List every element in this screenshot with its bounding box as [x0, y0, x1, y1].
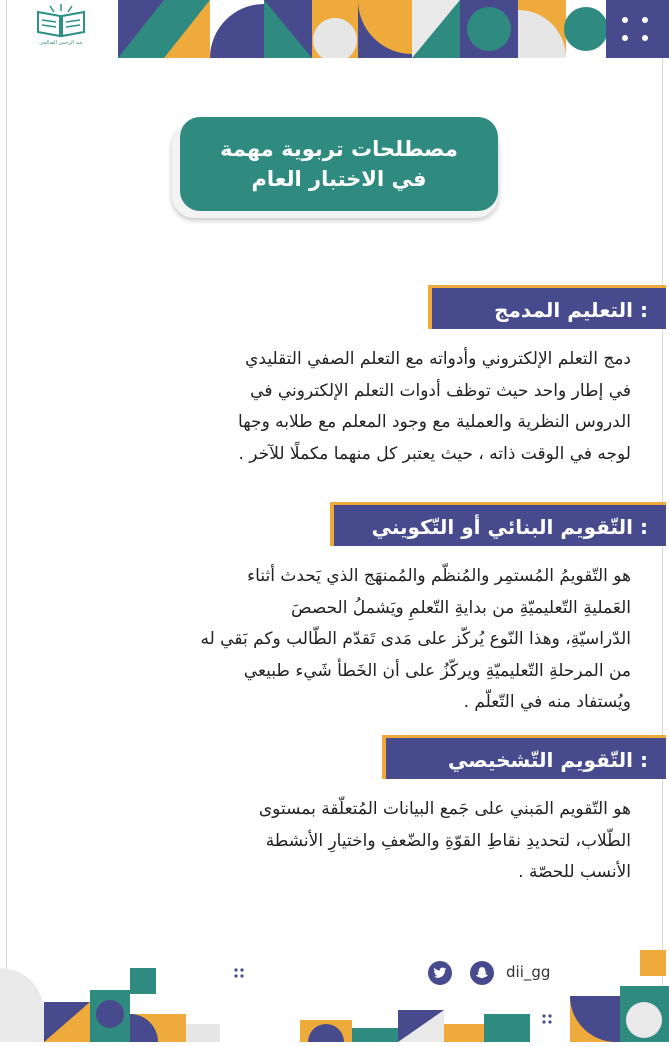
section-body-diagnostic-assessment: هو التّقويم المَبني على جَمع البيانات المُتعلّقة بمستوى الطّلاب، لتحديدِ نقاطِ القوّةِ والضّعفِ واختيارِ الأنشطة الأنسب للحصّة . [258, 799, 631, 882]
twitter-icon[interactable] [428, 961, 452, 985]
snapchat-icon[interactable] [470, 961, 494, 985]
social-handle[interactable]: dii_gg [506, 963, 551, 981]
logo-text: عبد الرحمن الصالحي [39, 40, 83, 46]
book-logo-icon [30, 2, 92, 42]
section-heading-formative-assessment: التّقويم البنائي أو التّكويني : [330, 502, 666, 546]
section-heading-blended-learning: التعليم المدمج : [428, 285, 666, 329]
section-heading-diagnostic-assessment: التّقويم التّشخيصي : [382, 735, 666, 779]
section-body-blended-learning: دمج التعلم الإلكتروني وأدواته مع التعلم الصفي التقليدي في إطار واحد حيث توظف أدوات التعلم الإلكتروني في الدروس النظرية والعملية مع وجود المعلم مع طلابه وجها لوجه في الوقت ذاته ، حيث يعتبر كل منهما مكملًا للآخر . [238, 349, 631, 464]
section-body-formative-assessment: هو التّقويمُ المُستمِر والمُنظّم والمُمنهَج الذي يَحدث أثناء العَمليةِ التّعليميّةِ من بدايةِ التّعلمِ ويَشملُ الحصصَ الدّراسيّةِ، وهذا النّوع يُركّز على مَدى تَقدّم الطّالب وكم بَقي له من المرحلةِ التّعليميّةِ ويركّزُ على أن الخَطأ شَيء طبيعي ويُستفاد منه في التّعلّم . [200, 566, 631, 712]
title-line-2: في الاختبار العام [251, 167, 427, 191]
top-decoration [118, 0, 669, 58]
page-title [180, 117, 498, 211]
bottom-decoration [0, 940, 669, 1046]
logo [30, 2, 92, 58]
title-line-1: مصطلحات تربوية مهمة [220, 137, 458, 161]
